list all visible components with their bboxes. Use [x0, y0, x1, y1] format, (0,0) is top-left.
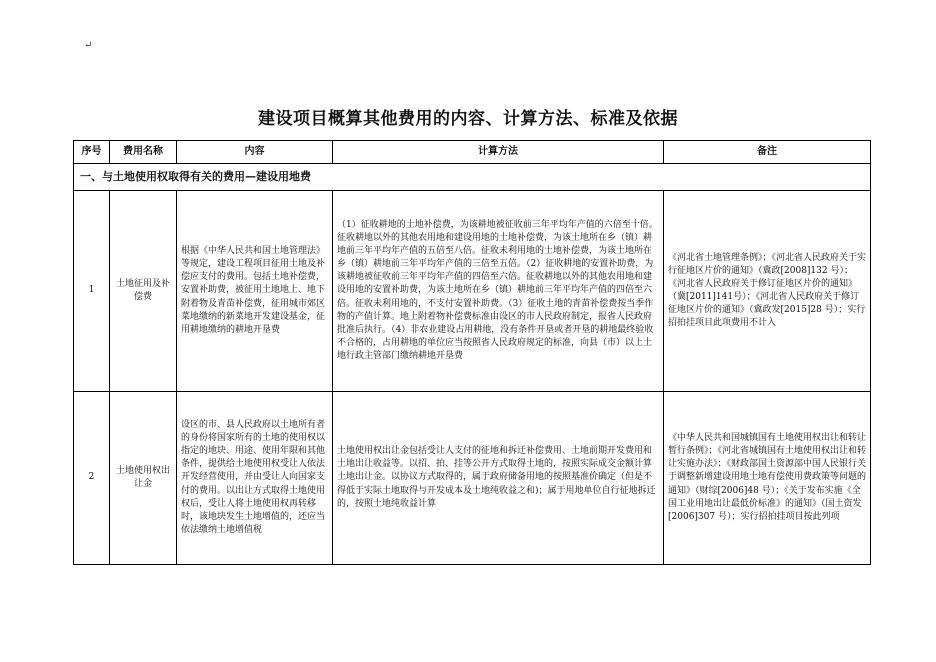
row-remark: 《中华人民共和国城镇国有土地使用权出让和转让暂行条例》；《河北省城镇国有土地使用权出让和转让实施办法》；《财政部国土资源部中国人民银行关于调整新增建设用地土地有偿使用费政策等问题的通知》（财综[2006]48 号）；《关于发布实施《全国工业用地出让最低价标准》的通知》（国土资发[2006]307 号）；实行招拍挂项目按此列项: [664, 392, 871, 565]
row-name: 土地征用及补偿费: [110, 191, 177, 392]
header-no: 序号: [74, 141, 110, 164]
table-row: [74, 392, 871, 565]
table-row: [74, 191, 871, 392]
page-title: 建设项目概算其他费用的内容、计算方法、标准及依据: [258, 109, 678, 129]
row-no: 1: [74, 191, 110, 392]
header-method: 计算方法: [333, 141, 664, 164]
row-method: 土地使用权出让金包括受让人支付的征地和拆迁补偿费用、土地前期开发费用和土地出让收益等。以招、拍、挂等公开方式取得土地的，按照实际成交金额计算土地出让金。以协议方式取得的，属于政府储备用地的按照基准价确定（但是不得低于实际土地取得与开发成本及土地纯收益之和)；属于用地单位自行征地拆迁的，按照土地纯收益计算: [333, 392, 664, 565]
section-title: 一、与土地使用权取得有关的费用—建设用地费: [74, 164, 871, 191]
header-content: 内容: [177, 141, 333, 164]
row-name: 土地使用权出让金: [110, 392, 177, 565]
row-method: （1）征收耕地的土地补偿费，为该耕地被征收前三年平均年产值的六倍至十倍。征收耕地以外的其他农用地和建设用地的土地补偿费，为该土地所在乡（镇）耕地前三年平均年产值的五倍至八倍。征收未利用地的土地补偿费，为该土地所在乡（镇）耕地前三年平均年产值的三倍至五倍。（2）征收耕地的安置补助费，为该耕地被征收前三年平均年产值的四倍至六倍。征收耕地以外的其他农用地和建设用地的安置补助费，为该土地所在乡（镇）耕地前三年平均年产值的四倍至六倍。征收未利用地的，不支付安置补助费。（3）征收土地的青苗补偿费按当季作物的产值计算。地上附着物补偿费标准由设区的市人民政府制定，报省人民政府批准后执行。（4）非农业建设占用耕地，没有条件开垦或者开垦的耕地最终验收不合格的，占用耕地的单位应当按照省人民政府规定的标准，向县（市）以上土地行政主管部门缴纳耕地开垦费: [333, 191, 664, 392]
row-content: 设区的市、县人民政府以土地所有者的身份将国家所有的土地的使用权以指定的地块、用途、使用年限和其他条件，提供给土地使用权受让人依法开发经营使用，并由受让人向国家支付的费用。以出让方式取得土地使用权后，受让人将土地使用权再转移时，该地块发生土地增值的，还应当依法缴纳土地增值税: [177, 392, 333, 565]
cost-table: [73, 140, 871, 565]
row-content: 根据《中华人民共和国土地管理法》等规定，建设工程项目征用土地及补偿应支付的费用。包括土地补偿费，安置补助费，被征用土地地上、地下附着物及青苗补偿费，征用城市郊区菜地缴纳的新菜地开发建设基金，征用耕地缴纳的耕地开垦费: [177, 191, 333, 392]
section-row: [74, 164, 871, 191]
row-no: 2: [74, 392, 110, 565]
header-name: 费用名称: [110, 141, 177, 164]
table-header-row: [74, 141, 871, 164]
paragraph-mark: ↵: [84, 40, 93, 51]
header-remark: 备注: [664, 141, 871, 164]
row-remark: 《河北省土地管理条例》；《河北省人民政府关于实行征地区片价的通知》（冀政[2008]132 号）；《河北省人民政府关于修订征地区片价的通知》（冀[2011]141号）；《河北省人民政府关于修订征地区片价的通知》（冀政发[2015]28 号）；实行招拍挂项目此项费用不计入: [664, 191, 871, 392]
